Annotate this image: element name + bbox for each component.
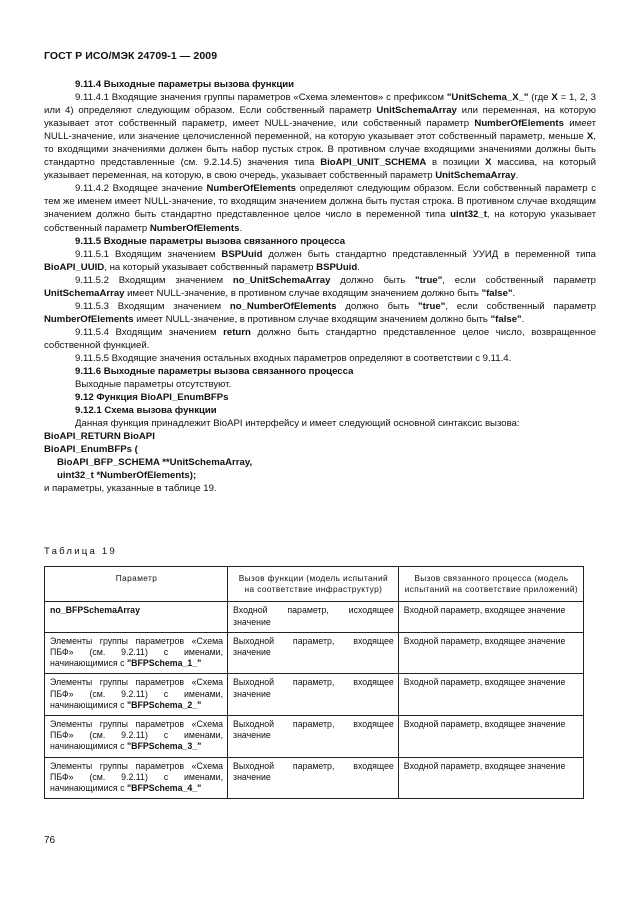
linked-cell: Входной параметр, входящее значение xyxy=(398,674,583,716)
table-caption: Таблица 19 xyxy=(44,546,117,557)
paragraph-no-output: Выходные параметры отсутствуют. xyxy=(75,379,232,391)
standard-header: ГОСТ Р ИСО/МЭК 24709-1 — 2009 xyxy=(44,50,218,62)
heading-9-11-4: 9.11.4 Выходные параметры вызова функции xyxy=(75,79,295,90)
header-linked-process: Вызов связанного процесса (модель испытаний на соответствие приложений) xyxy=(398,567,583,602)
code-line-1: BioAPI_RETURN BioAPI xyxy=(44,431,155,443)
call-cell: Выходной параметр, входящее значение xyxy=(228,674,399,716)
header-function-call: Вызов функции (модель испытаний на соответствие инфраструктур) xyxy=(228,567,399,602)
param-cell: Элементы группы параметров «Схема ПБФ» (см. 9.2.11) с именами, начинающимися с "BFPSchema_4_" xyxy=(45,757,228,799)
call-cell: Входной параметр, исходящее значение xyxy=(228,602,399,632)
table-row xyxy=(45,602,584,632)
paragraph-intro: Данная функция принадлежит BioAPI интерфейсу и имеет следующий основной синтаксис вызова: xyxy=(75,418,520,430)
table-header-row xyxy=(45,567,584,602)
linked-cell: Входной параметр, входящее значение xyxy=(398,716,583,758)
heading-9-12: 9.12 Функция BioAPI_EnumBFPs xyxy=(75,392,229,404)
paragraph-params: и параметры, указанные в таблице 19. xyxy=(44,483,217,495)
heading-9-11-5: 9.11.5 Входные параметры вызова связанного процесса xyxy=(75,235,346,247)
header-parameter: Параметр xyxy=(45,567,228,602)
table-row xyxy=(45,674,584,716)
paragraph-9-11-5-3: 9.11.5.3 Входящим значением no_NumberOfElements должно быть "true", если собственный параметр NumberOfElements имеет NULL-значение, в противном случае входящим значением должно быть "false". xyxy=(44,300,596,325)
param-cell: Элементы группы параметров «Схема ПБФ» (см. 9.2.11) с именами, начинающимися с "BFPSchema_3_" xyxy=(45,716,228,758)
code-line-2: BioAPI_EnumBFPs ( xyxy=(44,444,138,456)
paragraph-9-11-5-4: 9.11.5.4 Входящим значением return должно быть стандартно представленное целое число, возвращенное собственной функцией. xyxy=(44,326,597,351)
paragraph-9-11-5-1: 9.11.5.1 Входящим значением BSPUuid должен быть стандартно представленный УУИД в переменной типа BioAPI_UUID, на который указывает собственный параметр BSPUuid. xyxy=(44,248,596,273)
paragraph-9-11-5-5: 9.11.5.5 Входящие значения остальных входных параметров определяют в соответствии с 9.11.4. xyxy=(75,352,512,364)
parameters-table xyxy=(44,566,584,799)
paragraph-9-11-5-2: 9.11.5.2 Входящим значением no_UnitSchemaArray должно быть "true", если собственный параметр UnitSchemaArray имеет NULL-значение, в противном случае входящим значением должно быть "false". xyxy=(44,274,596,299)
table-row xyxy=(45,757,584,799)
call-cell: Выходной параметр, входящее значение xyxy=(228,757,399,799)
table-row xyxy=(45,716,584,758)
body-text xyxy=(44,78,596,496)
linked-cell: Входной параметр, входящее значение xyxy=(398,757,583,799)
code-line-4: uint32_t *NumberOfElements); xyxy=(57,470,197,482)
param-cell: Элементы группы параметров «Схема ПБФ» (см. 9.2.11) с именами, начинающимися с "BFPSchema_2_" xyxy=(45,674,228,716)
code-line-3: BioAPI_BFP_SCHEMA **UnitSchemaArray, xyxy=(57,457,253,469)
heading-9-12-1: 9.12.1 Схема вызова функции xyxy=(75,405,217,417)
page-number: 76 xyxy=(44,835,56,846)
paragraph-9-11-4-1: 9.11.4.1 Входящие значения группы параметров «Схема элементов» с префиксом "UnitSchema_X_" (где X = 1, 2, 3 или 4) определяют следующим образом. Если собственный параметр UnitSchemaArray или переменная, на которую указывает этот собственный параметр, имеет NULL-значение, или собственный параметр NumberOfElements имеет NULL-значение, или значение целочисленной переменной, на которую указывает этот собственный параметр, меньше X, то входящими значениями должен быть набор пустых строк. В противном случае входящими значениями должны быть стандартно представленные (см. 9.2.14.5) значения типа BioAPI_UNIT_SCHEMA в позиции X массива, на который указывает переменная, на которую, в свою очередь, указывает собственный параметр UnitSchemaArray. xyxy=(44,92,597,182)
linked-cell: Входной параметр, входящее значение xyxy=(398,602,583,632)
param-cell: Элементы группы параметров «Схема ПБФ» (см. 9.2.11) с именами, начинающимися с "BFPSchema_1_" xyxy=(45,632,228,674)
linked-cell: Входной параметр, входящее значение xyxy=(398,632,583,674)
call-cell: Выходной параметр, входящее значение xyxy=(228,716,399,758)
call-cell: Выходной параметр, входящее значение xyxy=(228,632,399,674)
paragraph-9-11-4-2: 9.11.4.2 Входящее значение NumberOfElements определяют следующим образом. Если собственный параметр с тем же именем имеет NULL-значение, то входящим значением должна быть пустая строка. В противном случае входящим значением должно быть стандартно представленное целое число в переменной типа uint32_t, на которую указывает собственный параметр NumberOfElements. xyxy=(44,183,597,234)
heading-9-11-6: 9.11.6 Выходные параметры вызова связанного процесса xyxy=(75,366,354,378)
table-row xyxy=(45,632,584,674)
param-cell: no_BFPSchemaArray xyxy=(45,602,228,632)
